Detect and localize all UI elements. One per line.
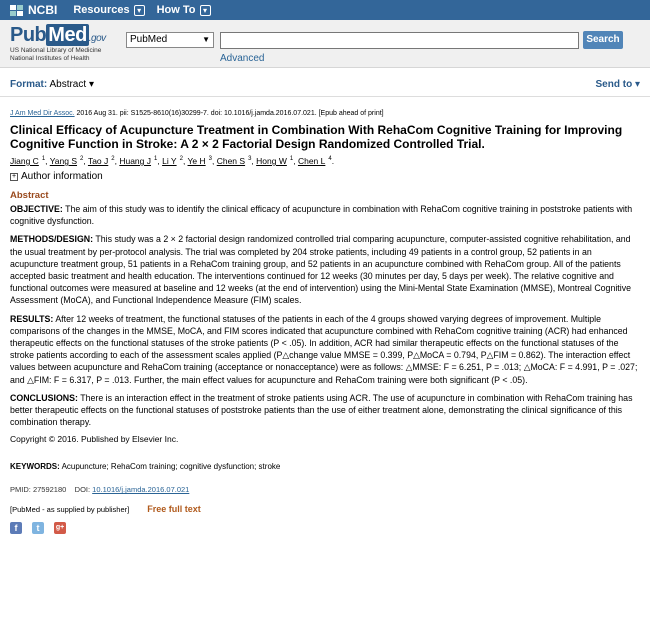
author-information-label: Author information xyxy=(21,171,103,182)
search-band xyxy=(0,20,650,68)
doi-label: DOI: xyxy=(74,485,91,495)
author-affiliation-sup: 2 xyxy=(80,156,84,163)
author-affiliation-sup: 1 xyxy=(41,156,46,163)
section-label: CONCLUSIONS: xyxy=(10,392,78,403)
section-text: This study was a 2 × 2 factorial design randomized controlled trial comparing acupuncture, computer-assisted cognitive rehabilitation, and the usual treatment by per-protocol analysis. The trial was completed by 204 stroke patients, including 49 patients in a control group, 52 patients in an acupuncture treatment group, 51 patients in a RehaCom training group, and 52 patients in an acupuncture combined with RehaCom group. All of the patients accepted basic treatment and health education. The interventions continued for 12 weeks (30 minutes per day, 5 days per week). The relative cognitive and functional outcomes were measured at baseline and 12 weeks (at the end of intervention) using the Mini-Mental State Examination (MMSE), Montreal Cognitive Assessment (MoCA), and Functional Independence Measure (FIM) scales. xyxy=(10,234,631,306)
author-link[interactable]: Li Y xyxy=(162,156,177,166)
author-link[interactable]: Tao J xyxy=(87,156,109,166)
author-affiliation-sup: 1 xyxy=(289,156,294,163)
author-affiliation-sup: 1 xyxy=(154,156,158,163)
author-affiliation-sup: 2 xyxy=(179,156,183,163)
citation xyxy=(10,110,640,117)
author-affiliation-sup: 3 xyxy=(248,156,252,163)
author-link[interactable]: Chen S xyxy=(216,156,246,166)
author-affiliation-sup: 3 xyxy=(208,156,212,163)
ncbi-logo-icon xyxy=(10,5,24,16)
search-button[interactable]: Search xyxy=(583,31,623,49)
howto-label: How To xyxy=(156,4,196,16)
author-link[interactable]: Huang J xyxy=(119,156,152,166)
section-label: METHODS/DESIGN: xyxy=(10,234,94,245)
author-link[interactable]: Ye H xyxy=(187,156,206,166)
abstract-sections xyxy=(10,203,640,428)
abstract-section xyxy=(10,392,640,429)
author-affiliation-sup: 2 xyxy=(111,156,115,163)
pmid-label: PMID: xyxy=(10,485,31,495)
database-select[interactable] xyxy=(126,32,214,48)
resources-label: Resources xyxy=(73,4,130,16)
format-value: Abstract xyxy=(49,79,87,90)
article-content xyxy=(10,110,640,534)
pubmed-logo[interactable] xyxy=(10,24,106,63)
twitter-icon[interactable]: t xyxy=(32,522,44,534)
org-line-2: National Institutes of Health xyxy=(10,55,90,62)
pmid-value: 27592180 xyxy=(32,485,67,495)
author-information-toggle[interactable] xyxy=(10,171,640,182)
social-share xyxy=(10,522,640,534)
section-text: The aim of this study was to identify the clinical efficacy of acupuncture in combination with RehaCom cognitive training in poststroke patients with cognitive dysfunction. xyxy=(10,204,633,227)
howto-menu[interactable] xyxy=(157,4,211,16)
resources-menu[interactable] xyxy=(73,4,144,16)
author-link[interactable]: Yang S xyxy=(49,156,78,166)
section-text: There is an interaction effect in the treatment of stroke patients using ACR. The use of acupuncture in combination with RehaCom training has better therapeutic effects on the functional statuses of poststroke patients than the use of either treatment alone, demonstrating the clinical significance of this combination therapy. xyxy=(10,392,633,428)
author-list: Jiang C $^1$, Yang S $^2$, Tao J $^2$, Huang J $^1$, Li Y $^2$, Ye H $^3$, Chen S $^3$, Hong W $^1$, Chen L $^4$. xyxy=(10,156,335,166)
author-affiliation-sup: 4 xyxy=(328,156,332,163)
author-link[interactable]: Jiang C xyxy=(10,156,39,166)
chevron-down-icon: ▼ xyxy=(202,35,210,44)
google-plus-icon[interactable]: g+ xyxy=(54,522,66,534)
chevron-down-icon: ▾ xyxy=(200,5,211,16)
journal-link[interactable]: J Am Med Dir Assoc. xyxy=(10,110,75,117)
org-line-1: US National Library of Medicine xyxy=(10,47,102,54)
send-to-label: Send to xyxy=(595,79,633,90)
section-label: OBJECTIVE: xyxy=(10,204,63,214)
section-label: RESULTS: xyxy=(10,313,54,324)
doi-link[interactable]: 10.1016/j.jamda.2016.07.021 xyxy=(92,485,190,495)
copyright: Copyright © 2016. Published by Elsevier Inc. xyxy=(10,434,179,445)
logo-gov: .gov xyxy=(88,33,106,44)
format-dropdown[interactable] xyxy=(10,79,94,90)
free-full-text-link[interactable]: Free full text xyxy=(147,504,201,515)
abstract-section xyxy=(10,203,640,227)
chevron-down-icon: ▾ xyxy=(134,5,145,16)
format-bar xyxy=(0,69,650,97)
article-title: Clinical Efficacy of Acupuncture Treatment in Combination With RehaCom Cognitive Training for Improving Cognitive Function in Stroke: A 2 × 2 Factorial Design Randomized Controlled Trial. xyxy=(10,123,623,151)
abstract-section xyxy=(10,233,640,306)
abstract-section xyxy=(10,313,640,386)
abstract-heading: Abstract xyxy=(10,190,49,201)
author-link[interactable]: Chen L xyxy=(297,156,326,166)
keywords-value: Acupuncture; RehaCom training; cognitive dysfunction; stroke xyxy=(61,462,281,472)
author-link[interactable]: Hong W xyxy=(256,156,287,166)
status-row xyxy=(10,504,640,514)
chevron-down-icon: ▾ xyxy=(88,79,94,90)
citation-details: 2016 Aug 31. pii: S1525-8610(16)30299-7. doi: 10.1016/j.jamda.2016.07.021. [Epub ahead of print] xyxy=(76,110,384,117)
identifiers xyxy=(10,485,640,494)
send-to-dropdown[interactable] xyxy=(596,79,640,90)
advanced-search-link[interactable]: Advanced xyxy=(220,53,265,64)
search-input[interactable] xyxy=(220,32,579,49)
ncbi-home-link[interactable] xyxy=(10,3,57,17)
logo-med: Med xyxy=(48,24,87,46)
section-text: After 12 weeks of treatment, the functional statuses of the patients in each of the 4 groups showed varying degrees of improvement. Multiple comparisons of the changes in the MMSE, MoCA, and FIM scores indicated that acupuncture combined with RehaCom cognitive training (ACR) had enhanced therapeutic effects on the functional statuses of the stroke patients (P < .05). In addition, ACR had similar therapeutic effects on the functional statuses of the stroke patients according to each of the assessment scales applied (P△change value MMSE = 0.399, P△MoCA = 0.794, P△FIM = 0.862). The interaction effect values between acupuncture and RehaCom training (acceptance or nonacceptance) were as follows: △MMSE: F = 6.251, P = .013; △MoCA: F = 4.991, P = .027; and △FIM: F = 6.317, P = .013. Further, the main effect values for acupuncture and RehaCom training were both significant (P < .05). xyxy=(10,313,638,385)
database-select-value: PubMed xyxy=(130,34,168,45)
expand-plus-icon: + xyxy=(11,172,17,180)
chevron-down-icon: ▾ xyxy=(634,79,640,90)
supplied-by: [PubMed - as supplied by publisher] xyxy=(10,504,130,514)
facebook-icon[interactable]: f xyxy=(10,522,22,534)
keywords xyxy=(10,462,640,471)
keywords-label: KEYWORDS: xyxy=(10,462,60,472)
ncbi-topbar xyxy=(0,0,650,20)
ncbi-brand: NCBI xyxy=(28,3,58,17)
logo-pub: Pub xyxy=(10,24,47,46)
format-label: Format: xyxy=(10,79,48,90)
